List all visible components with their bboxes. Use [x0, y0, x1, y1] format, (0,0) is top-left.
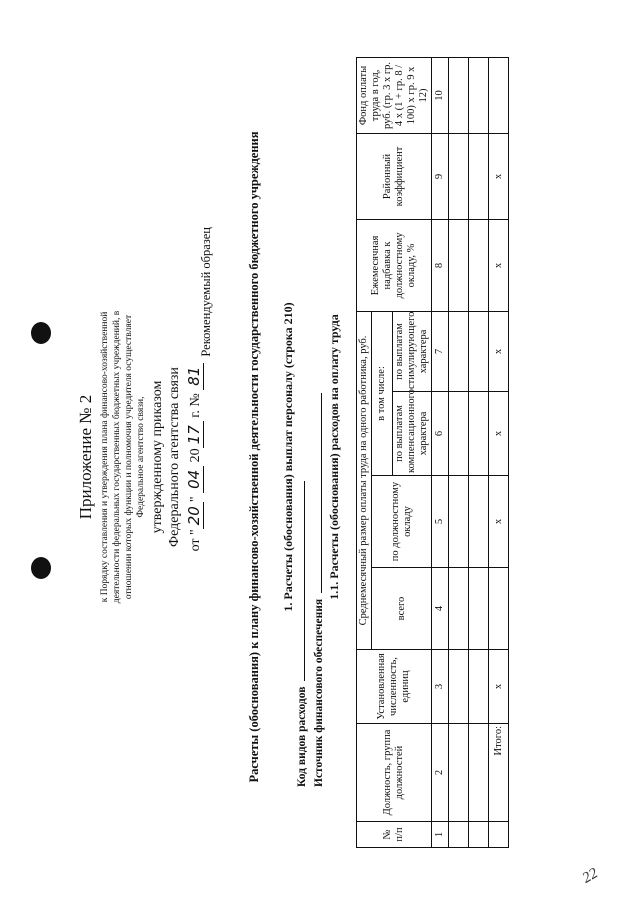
expense-code-label: Код видов расходов	[296, 686, 308, 787]
table-cell	[489, 822, 509, 848]
order-day: 20	[185, 502, 204, 529]
table-cell	[449, 57, 469, 133]
approved-line: Федерального агентства связи	[167, 367, 182, 547]
header-avg-salary: Среднемесячный размер оплаты труда на одного работника, руб.	[357, 311, 372, 649]
order-year: 17	[185, 421, 204, 448]
col-number: 8	[432, 219, 449, 311]
funding-source-label: Источник финансового обеспечения	[313, 598, 325, 787]
appendix-header	[76, 27, 205, 887]
header-official-salary: по должностному окладу	[372, 476, 432, 568]
col-number: 2	[432, 724, 449, 822]
expense-code-row	[296, 481, 308, 787]
table-row	[449, 57, 469, 847]
table-row	[469, 57, 489, 847]
col-number: 7	[432, 311, 449, 391]
total-incentive: x	[489, 311, 509, 391]
document-title: Расчеты (обоснования) к плану финансово-хозяйственной деятельности государственного бюджетного учреждения	[247, 131, 261, 783]
col-number: 5	[432, 476, 449, 568]
order-date-line	[185, 27, 205, 887]
funding-source-line	[321, 393, 322, 593]
table-cell	[469, 822, 489, 848]
header-including: в том числе:	[372, 311, 393, 475]
section-title: 1. Расчеты (обоснования) выплат персоналу (строка 210)	[281, 302, 295, 612]
order-number: 81	[185, 363, 204, 390]
header-incentive: по выплатам стимулирующего характера	[393, 311, 432, 391]
table-cell	[469, 57, 489, 133]
col-number: 4	[432, 568, 449, 650]
appendix-title: Приложение № 2	[76, 394, 95, 520]
table-cell	[449, 724, 469, 822]
order-year-suffix: г. №	[188, 393, 203, 422]
header-total: всего	[372, 568, 432, 650]
header-fund: Фонд оплаты труда в год, руб. (гр. 3 x гр. 4 x (1 + гр. 8 / 100) x гр. 9 x 12)	[357, 57, 432, 133]
funding-source-row	[313, 393, 325, 787]
col-number: 3	[432, 650, 449, 724]
rotated-document-page	[16, 27, 616, 887]
header-num: № п/п	[357, 822, 432, 848]
header-allowance: Ежемесячная надбавка к должностному окладу, %	[357, 219, 432, 311]
table-cell	[469, 724, 489, 822]
col-number: 6	[432, 392, 449, 476]
table-cell	[469, 476, 489, 568]
table-cell	[449, 476, 469, 568]
total-official-salary: x	[489, 476, 509, 568]
header-compensation: по выплатам компенсационного характера	[393, 392, 432, 476]
total-compensation: x	[489, 392, 509, 476]
table-cell	[469, 219, 489, 311]
table-cell	[449, 219, 469, 311]
table-cell	[469, 133, 489, 219]
total-staff: x	[489, 650, 509, 724]
subsection-title: 1.1. Расчеты (обоснования) расходов на оплату труда	[327, 314, 341, 600]
salary-calculation-table	[356, 57, 509, 848]
appendix-text	[99, 27, 147, 887]
table-cell	[469, 568, 489, 650]
approved-line: утвержденному приказом	[150, 380, 165, 534]
col-number: 10	[432, 57, 449, 133]
total-district: x	[489, 133, 509, 219]
header-district: Районный коэффициент	[357, 133, 432, 219]
handwritten-page-mark: 22	[579, 865, 601, 887]
table-cell	[469, 392, 489, 476]
col-number: 1	[432, 822, 449, 848]
order-year-prefix: 20	[188, 448, 203, 463]
table-cell	[489, 568, 509, 650]
total-allowance: x	[489, 219, 509, 311]
total-row	[489, 57, 509, 847]
expense-code-line	[304, 481, 305, 681]
table-cell	[449, 392, 469, 476]
table-cell	[449, 568, 469, 650]
table-cell	[449, 133, 469, 219]
appendix-line: деятельности федеральных государственных бюджетных учреждений, в	[112, 310, 122, 604]
table-cell	[489, 57, 509, 133]
table-cell	[469, 311, 489, 391]
table-cell	[449, 822, 469, 848]
order-month: 04	[185, 466, 204, 493]
table-cell	[469, 650, 489, 724]
table-cell	[449, 311, 469, 391]
column-numbers-row	[432, 57, 449, 847]
col-number: 9	[432, 133, 449, 219]
header-staff: Установленная численность, единиц	[357, 650, 432, 724]
approved-by-order	[149, 27, 183, 887]
total-label: Итого:	[489, 724, 509, 822]
recommended-template-label: Рекомендуемый образец	[199, 227, 213, 357]
appendix-line: Федеральное агентство связи,	[136, 396, 146, 518]
appendix-line: отношении которых функции и полномочия учредителя осуществляет	[124, 314, 134, 600]
order-prefix: от "	[188, 529, 203, 552]
table-cell	[449, 650, 469, 724]
appendix-line: к Порядку составления и утверждения плана финансово-хозяйственной	[100, 311, 110, 603]
header-position: Должность, группа должностей	[357, 724, 432, 822]
order-quote: "	[188, 496, 203, 503]
